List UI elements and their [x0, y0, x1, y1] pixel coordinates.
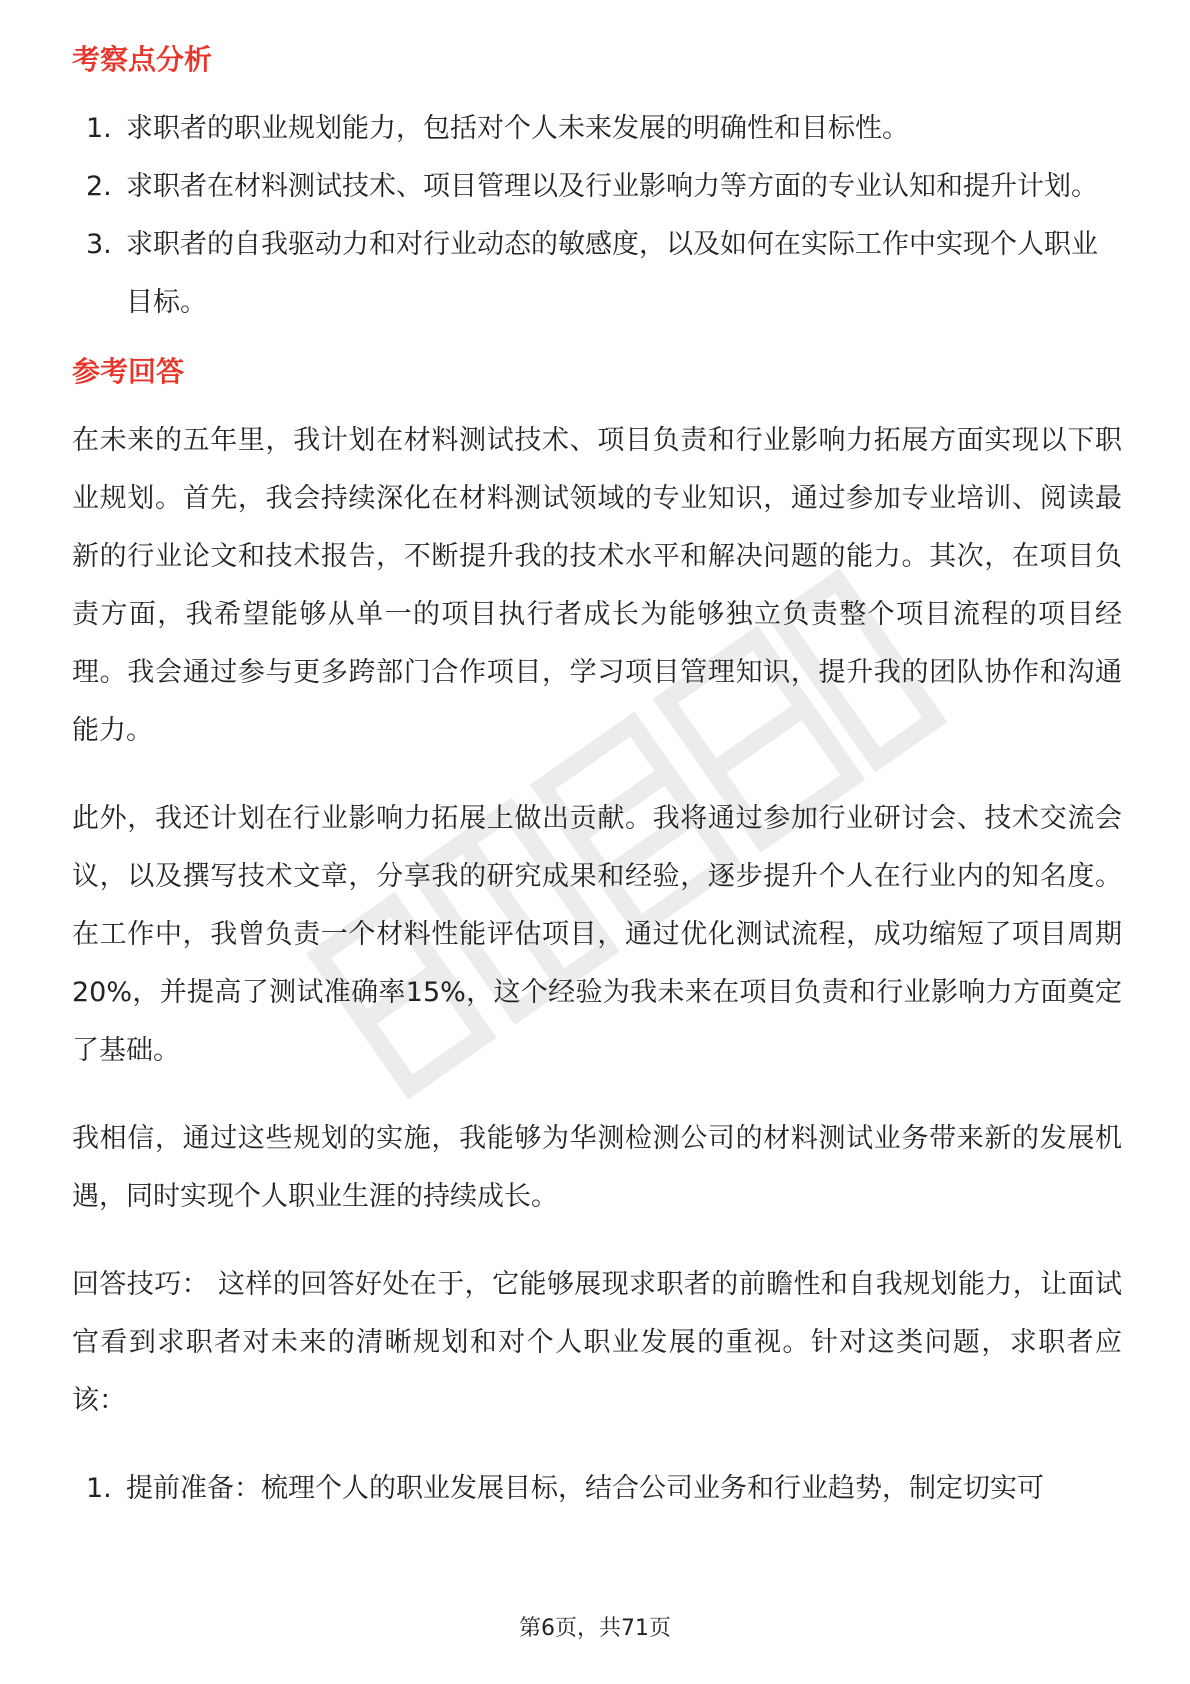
list-item — [72, 100, 1122, 158]
answer-paragraph: 我相信，通过这些规划的实施，我能够为华测检测公司的材料测试业务带来新的发展机遇，同时实现个人职业生涯的持续成长。 — [72, 1123, 1122, 1212]
answer-paragraph: 此外，我还计划在行业影响力拓展上做出贡献。我将通过参加行业研讨会、技术交流会议，以及撰写技术文章，分享我的研究成果和经验，逐步提升个人在行业内的知名度。在工作中，我曾负责一个材料性能评估项目，通过优化测试流程，成功缩短了项目周期20%，并提高了测试准确率15%，这个经验为我未来在项目负责和行业影响力方面奠定了基础。 — [72, 803, 1122, 1066]
list-item-text: 提前准备：梳理个人的职业发展目标，结合公司业务和行业趋势，制定切实可 — [126, 1473, 1044, 1504]
list-item — [72, 1460, 1122, 1518]
list-item-number: 1. — [86, 113, 112, 144]
section-heading-analysis: 考察点分析 — [72, 43, 213, 76]
list-item-text: 求职者的职业规划能力，包括对个人未来发展的明确性和目标性。 — [126, 113, 909, 144]
main-content — [72, 40, 1122, 1532]
section-heading-answer: 参考回答 — [72, 355, 185, 388]
page-number: 第6页，共71页 — [519, 1616, 671, 1641]
list-item-number: 3. — [86, 229, 112, 260]
list-item — [72, 158, 1122, 216]
analysis-list — [72, 100, 1122, 332]
list-item — [72, 216, 1122, 332]
list-item-text: 求职者在材料测试技术、项目管理以及行业影响力等方面的专业认知和提升计划。 — [126, 171, 1098, 202]
list-item-number: 2. — [86, 171, 112, 202]
list-item-number: 1. — [86, 1473, 112, 1504]
tips-paragraph: 回答技巧： 这样的回答好处在于，它能够展现求职者的前瞻性和自我规划能力，让面试官看到求职者对未来的清晰规划和对个人职业发展的重视。针对这类问题，求职者应该： — [72, 1269, 1122, 1416]
list-item-text: 求职者的自我驱动力和对行业动态的敏感度，以及如何在实际工作中实现个人职业目标。 — [126, 229, 1098, 318]
answer-paragraph: 在未来的五年里，我计划在材料测试技术、项目负责和行业影响力拓展方面实现以下职业规划。首先，我会持续深化在材料测试领域的专业知识，通过参加专业培训、阅读最新的行业论文和技术报告，不断提升我的技术水平和解决问题的能力。其次，在项目负责方面，我希望能够从单一的项目执行者成长为能够独立负责整个项目流程的项目经理。我会通过参与更多跨部门合作项目，学习项目管理知识，提升我的团队协作和沟通能力。 — [72, 425, 1122, 746]
tips-list — [72, 1460, 1122, 1518]
